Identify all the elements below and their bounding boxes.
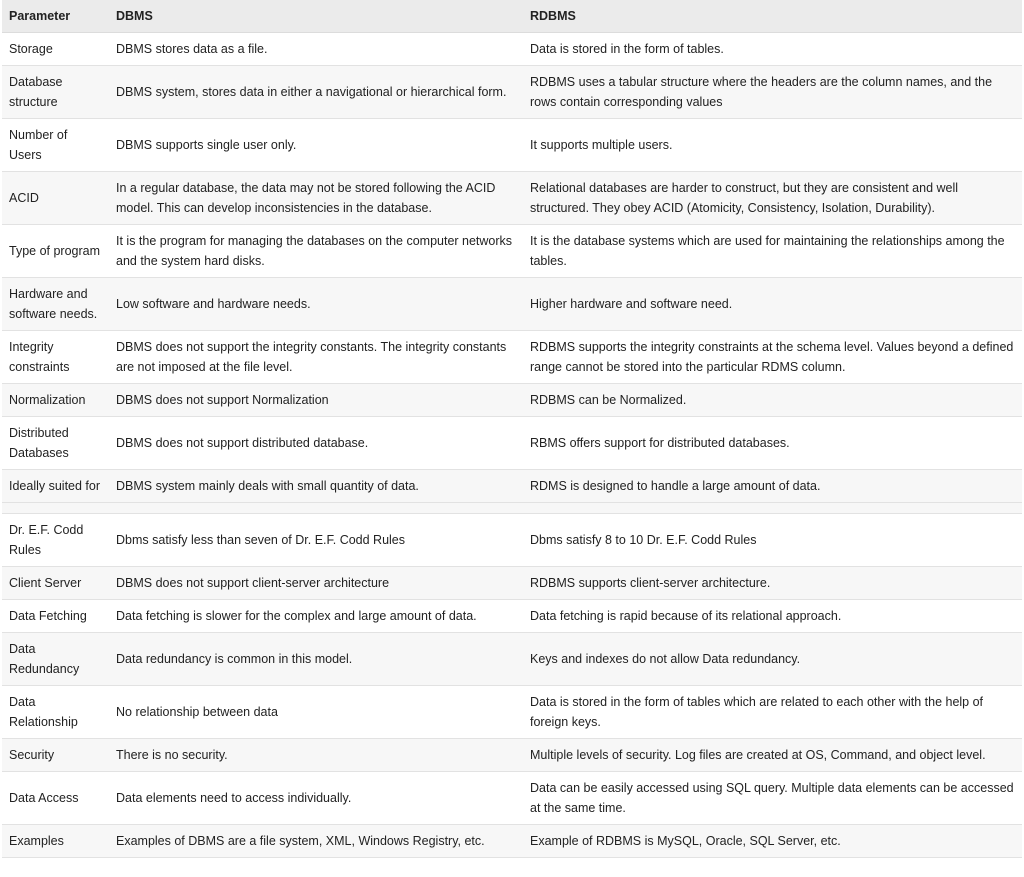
dbms-cell: DBMS stores data as a file. <box>109 33 523 66</box>
dbms-cell: Data elements need to access individually. <box>109 772 523 825</box>
parameter-cell: Data Access <box>2 772 109 825</box>
parameter-cell: Number of Users <box>2 119 109 172</box>
rdbms-cell: Data can be easily accessed using SQL query. Multiple data elements can be accessed at the same time. <box>523 772 1022 825</box>
parameter-cell: Integrity constraints <box>2 331 109 384</box>
parameter-cell: Examples <box>2 825 109 858</box>
table-row <box>2 600 1022 633</box>
parameter-cell: Client Server <box>2 567 109 600</box>
rdbms-cell: Keys and indexes do not allow Data redundancy. <box>523 633 1022 686</box>
dbms-cell: No relationship between data <box>109 686 523 739</box>
dbms-cell: It is the program for managing the databases on the computer networks and the system hard disks. <box>109 225 523 278</box>
comparison-table <box>2 0 1022 858</box>
parameter-cell: Type of program <box>2 225 109 278</box>
table-row <box>2 514 1022 567</box>
rdbms-cell: RDMS is designed to handle a large amount of data. <box>523 470 1022 503</box>
dbms-cell: DBMS does not support distributed database. <box>109 417 523 470</box>
rdbms-cell: Data is stored in the form of tables which are related to each other with the help of foreign keys. <box>523 686 1022 739</box>
rdbms-cell: Data fetching is rapid because of its relational approach. <box>523 600 1022 633</box>
dbms-cell: DBMS system, stores data in either a navigational or hierarchical form. <box>109 66 523 119</box>
empty-cell <box>523 503 1022 514</box>
dbms-cell: DBMS supports single user only. <box>109 119 523 172</box>
rdbms-cell: It is the database systems which are used for maintaining the relationships among the tables. <box>523 225 1022 278</box>
rdbms-cell: Data is stored in the form of tables. <box>523 33 1022 66</box>
rdbms-cell: Higher hardware and software need. <box>523 278 1022 331</box>
parameter-cell: Data Redundancy <box>2 633 109 686</box>
table-row <box>2 172 1022 225</box>
table-row <box>2 470 1022 503</box>
dbms-cell: Data redundancy is common in this model. <box>109 633 523 686</box>
dbms-cell: Examples of DBMS are a file system, XML, Windows Registry, etc. <box>109 825 523 858</box>
table-row <box>2 119 1022 172</box>
table-row <box>2 686 1022 739</box>
rdbms-cell: Multiple levels of security. Log files are created at OS, Command, and object level. <box>523 739 1022 772</box>
table-row <box>2 33 1022 66</box>
table-row <box>2 417 1022 470</box>
dbms-cell: DBMS does not support client-server architecture <box>109 567 523 600</box>
dbms-cell: DBMS system mainly deals with small quantity of data. <box>109 470 523 503</box>
dbms-cell: Data fetching is slower for the complex and large amount of data. <box>109 600 523 633</box>
parameter-cell: Storage <box>2 33 109 66</box>
table-row <box>2 825 1022 858</box>
rdbms-cell: RDBMS supports client-server architecture. <box>523 567 1022 600</box>
dbms-cell: DBMS does not support Normalization <box>109 384 523 417</box>
parameter-cell: Dr. E.F. Codd Rules <box>2 514 109 567</box>
empty-cell <box>109 503 523 514</box>
empty-row <box>2 503 1022 514</box>
table-row <box>2 331 1022 384</box>
table-row <box>2 225 1022 278</box>
parameter-cell: Database structure <box>2 66 109 119</box>
dbms-cell: Low software and hardware needs. <box>109 278 523 331</box>
table-body <box>2 33 1022 858</box>
table-row <box>2 278 1022 331</box>
header-rdbms: RDBMS <box>523 0 1022 33</box>
table-row <box>2 384 1022 417</box>
table-row <box>2 66 1022 119</box>
dbms-cell: There is no security. <box>109 739 523 772</box>
empty-cell <box>2 503 109 514</box>
table-header <box>2 0 1022 33</box>
header-parameter: Parameter <box>2 0 109 33</box>
dbms-cell: DBMS does not support the integrity constants. The integrity constants are not imposed at the file level. <box>109 331 523 384</box>
rdbms-cell: RBMS offers support for distributed databases. <box>523 417 1022 470</box>
parameter-cell: Security <box>2 739 109 772</box>
rdbms-cell: RDBMS can be Normalized. <box>523 384 1022 417</box>
rdbms-cell: RDBMS uses a tabular structure where the headers are the column names, and the rows contain corresponding values <box>523 66 1022 119</box>
dbms-cell: Dbms satisfy less than seven of Dr. E.F. Codd Rules <box>109 514 523 567</box>
rdbms-cell: Relational databases are harder to construct, but they are consistent and well structured. They obey ACID (Atomicity, Consistency, Isolation, Durability). <box>523 172 1022 225</box>
header-row <box>2 0 1022 33</box>
rdbms-cell: Example of RDBMS is MySQL, Oracle, SQL Server, etc. <box>523 825 1022 858</box>
parameter-cell: Data Relationship <box>2 686 109 739</box>
parameter-cell: Ideally suited for <box>2 470 109 503</box>
table-row <box>2 772 1022 825</box>
dbms-cell: In a regular database, the data may not be stored following the ACID model. This can develop inconsistencies in the database. <box>109 172 523 225</box>
table-row <box>2 567 1022 600</box>
parameter-cell: Hardware and software needs. <box>2 278 109 331</box>
rdbms-cell: It supports multiple users. <box>523 119 1022 172</box>
parameter-cell: ACID <box>2 172 109 225</box>
rdbms-cell: Dbms satisfy 8 to 10 Dr. E.F. Codd Rules <box>523 514 1022 567</box>
header-dbms: DBMS <box>109 0 523 33</box>
table-row <box>2 739 1022 772</box>
parameter-cell: Distributed Databases <box>2 417 109 470</box>
parameter-cell: Data Fetching <box>2 600 109 633</box>
table-row <box>2 633 1022 686</box>
rdbms-cell: RDBMS supports the integrity constraints at the schema level. Values beyond a defined range cannot be stored into the particular RDMS column. <box>523 331 1022 384</box>
parameter-cell: Normalization <box>2 384 109 417</box>
